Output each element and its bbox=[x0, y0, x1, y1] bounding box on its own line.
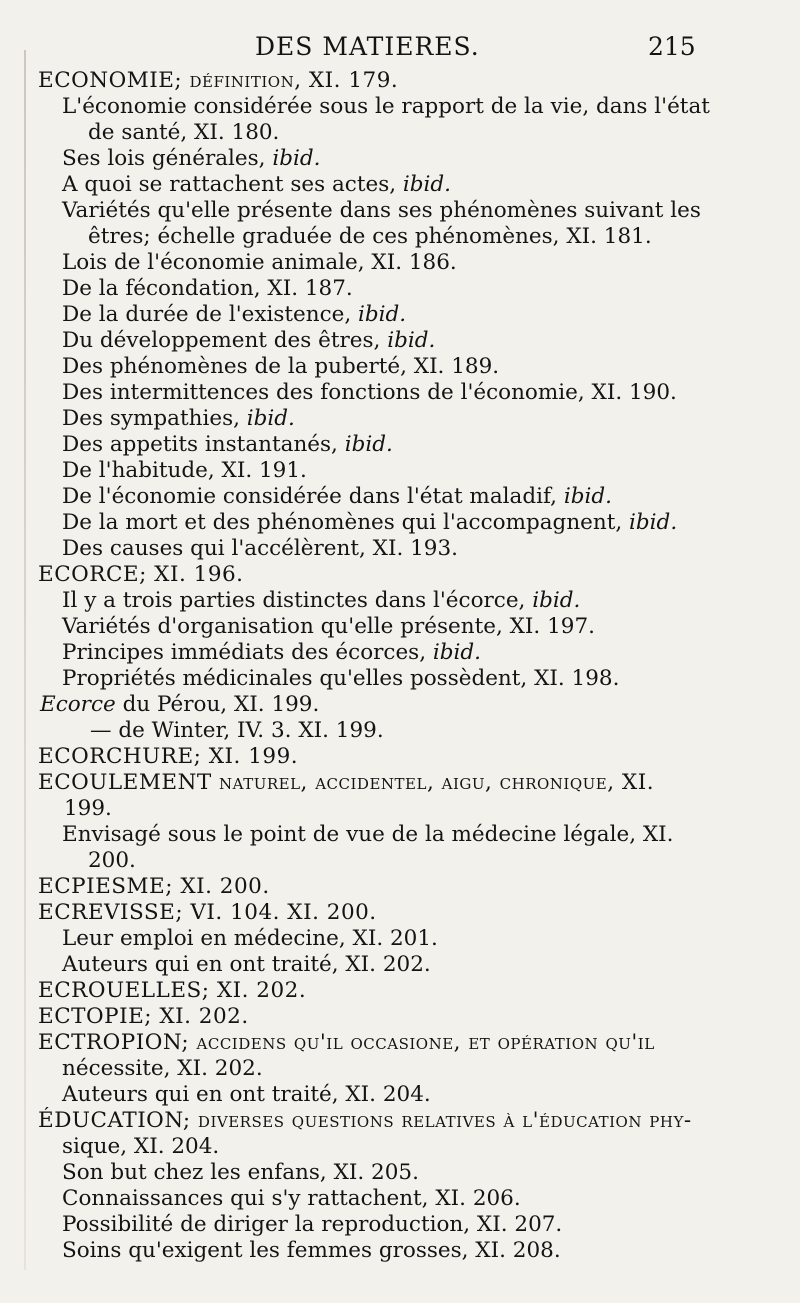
index-line: Des phénomènes de la puberté, XI. 189. bbox=[62, 354, 500, 379]
page-number: 215 bbox=[648, 32, 696, 61]
ecorce-italic: Ecorce bbox=[40, 692, 116, 717]
index-line: Lois de l'économie animale, XI. 186. bbox=[62, 250, 457, 275]
index-line: Des appetits instantanés, ibid. bbox=[62, 432, 393, 457]
entry-heading-ectopie: ECTOPIE; XI. 202. bbox=[38, 1004, 249, 1029]
entry-heading-ecorchure: ECORCHURE; XI. 199. bbox=[38, 744, 299, 769]
index-line: Principes immédiats des écorces, ibid. bbox=[62, 640, 482, 665]
index-line: A quoi se rattachent ses actes, ibid. bbox=[62, 172, 452, 197]
entry-heading-ecpiesme: ECPIESME; XI. 200. bbox=[38, 874, 270, 899]
index-line: Des intermittences des fonctions de l'économie, XI. 190. bbox=[62, 380, 677, 405]
index-line: Variétés qu'elle présente dans ses phénomènes suivant les bbox=[62, 198, 701, 223]
bleed-through-shadow bbox=[24, 50, 26, 1270]
ibid-italic: ibid. bbox=[563, 484, 612, 509]
ibid-italic: ibid. bbox=[272, 146, 321, 171]
ibid-italic: ibid. bbox=[402, 172, 452, 197]
index-line: sique, XI. 204. bbox=[62, 1134, 220, 1159]
index-line: 200. bbox=[88, 848, 136, 873]
index-line: Des causes qui l'accélèrent, XI. 193. bbox=[62, 536, 458, 561]
entry-heading-economie: ECONOMIE; définition, XI. 179. bbox=[38, 68, 399, 93]
index-line: Du développement des êtres, ibid. bbox=[62, 328, 436, 353]
index-line: — de Winter, IV. 3. XI. 199. bbox=[90, 718, 384, 743]
entry-heading-ecrouelles: ECROUELLES; XI. 202. bbox=[38, 978, 307, 1003]
index-line: de santé, XI. 180. bbox=[88, 120, 280, 145]
ibid-italic: ibid. bbox=[629, 510, 678, 535]
index-line: Son but chez les enfans, XI. 205. bbox=[62, 1160, 419, 1185]
index-line: Connaissances qui s'y rattachent, XI. 206. bbox=[62, 1186, 521, 1211]
index-line: Envisagé sous le point de vue de la médecine légale, XI. bbox=[62, 822, 674, 847]
running-title: DES MATIERES. bbox=[255, 32, 480, 61]
index-line: De la durée de l'existence, ibid. bbox=[62, 302, 407, 327]
index-line: Des sympathies, ibid. bbox=[62, 406, 295, 431]
index-line: De l'économie considérée dans l'état maladif, ibid. bbox=[62, 484, 612, 509]
entry-heading-ecorce: ECORCE; XI. 196. bbox=[38, 562, 244, 587]
index-line: Possibilité de diriger la reproduction, XI. 207. bbox=[62, 1212, 563, 1237]
index-line: Leur emploi en médecine, XI. 201. bbox=[62, 926, 438, 951]
entry-heading-ectropion: ECTROPION; accidens qu'il occasione, et opération qu'il bbox=[38, 1030, 655, 1055]
entry-heading-ecoulement: ECOULEMENT naturel, accidentel, aigu, chronique, XI. bbox=[38, 770, 655, 795]
ibid-italic: ibid. bbox=[532, 588, 581, 613]
page-header bbox=[0, 32, 800, 66]
ibid-italic: ibid. bbox=[246, 406, 295, 431]
entry-heading-ecrevisse: ECREVISSE; VI. 104. XI. 200. bbox=[38, 900, 377, 925]
index-line: De la mort et des phénomènes qui l'accompagnent, ibid. bbox=[62, 510, 678, 535]
index-line: Variétés d'organisation qu'elle présente, XI. 197. bbox=[62, 614, 595, 639]
index-line: Auteurs qui en ont traité, XI. 204. bbox=[62, 1082, 431, 1107]
index-line: Ses lois générales, ibid. bbox=[62, 146, 321, 171]
index-line: Propriétés médicinales qu'elles possèdent, XI. 198. bbox=[62, 666, 620, 691]
ibid-italic: ibid. bbox=[387, 328, 436, 353]
index-line: De la fécondation, XI. 187. bbox=[62, 276, 353, 301]
index-line: Il y a trois parties distinctes dans l'écorce, ibid. bbox=[62, 588, 581, 613]
index-line: Soins qu'exigent les femmes grosses, XI. 208. bbox=[62, 1238, 561, 1263]
ibid-italic: ibid. bbox=[358, 302, 407, 327]
index-line: Ecorce du Pérou, XI. 199. bbox=[40, 692, 320, 717]
index-line: Auteurs qui en ont traité, XI. 202. bbox=[62, 952, 431, 977]
index-line: L'économie considérée sous le rapport de la vie, dans l'état bbox=[62, 94, 710, 119]
ibid-italic: ibid. bbox=[432, 640, 482, 665]
entry-heading-education: ÉDUCATION; diverses questions relatives à l'éducation phy- bbox=[38, 1108, 692, 1133]
ibid-italic: ibid. bbox=[344, 432, 393, 457]
index-line: nécessite, XI. 202. bbox=[62, 1056, 263, 1081]
index-line: êtres; échelle graduée de ces phénomènes, XI. 181. bbox=[88, 224, 652, 249]
index-line: 199. bbox=[64, 796, 112, 821]
index-line: De l'habitude, XI. 191. bbox=[62, 458, 307, 483]
